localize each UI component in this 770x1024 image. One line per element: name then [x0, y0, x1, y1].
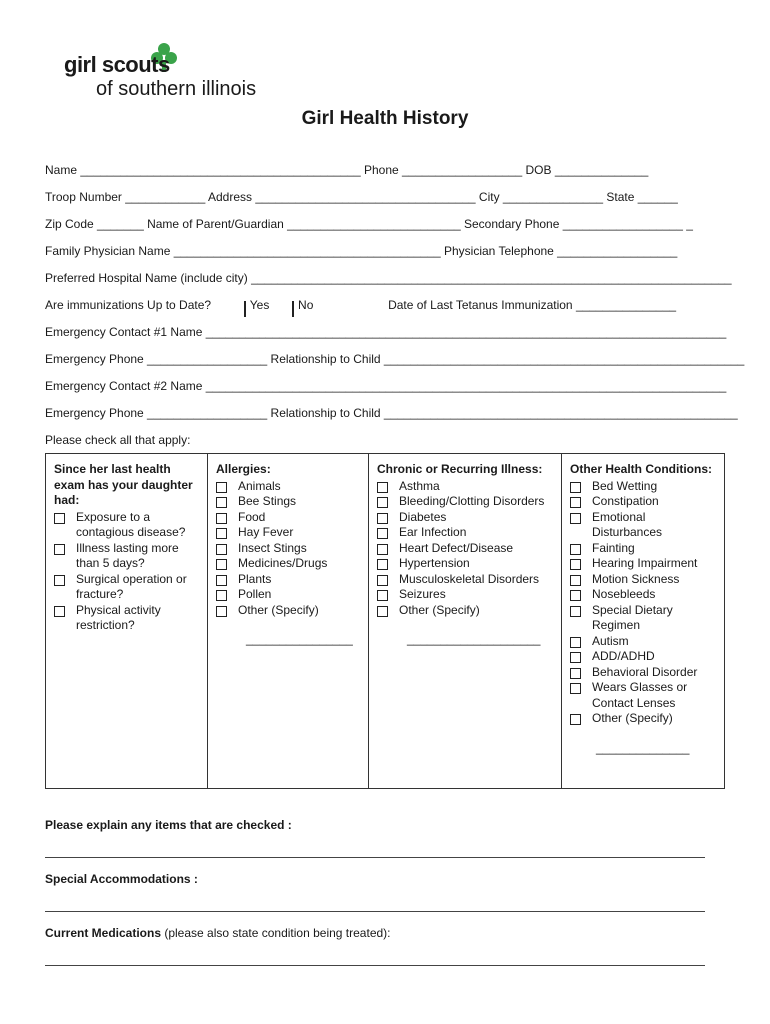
checkbox-item[interactable]: Pollen	[216, 587, 362, 603]
no-label: No	[298, 298, 314, 312]
other-specify-field[interactable]: ________________	[246, 632, 353, 646]
checkbox-item[interactable]: Nosebleeds	[570, 587, 718, 603]
logo-line2: of southern illinois	[96, 78, 257, 100]
checkbox-item[interactable]: Plants	[216, 572, 362, 588]
checkbox-item[interactable]: Musculoskeletal Disorders	[377, 572, 555, 588]
explain-label: Please explain any items that are checked :	[45, 818, 292, 832]
checkbox-item[interactable]: Bee Stings	[216, 494, 362, 510]
immunization-row	[45, 298, 676, 316]
checkbox-item[interactable]: Hay Fever	[216, 525, 362, 541]
checkbox-item[interactable]: Asthma	[377, 479, 555, 495]
checkbox-item[interactable]: Heart Defect/Disease	[377, 541, 555, 557]
checkbox-item[interactable]: Ear Infection	[377, 525, 555, 541]
page-title: Girl Health History	[301, 108, 469, 129]
yes-checkbox[interactable]	[244, 301, 246, 317]
emergency-phone-2-row[interactable]: Emergency Phone __________________ Relationship to Child _____________________________________________________	[45, 406, 738, 420]
col-head: Allergies:	[216, 462, 271, 476]
checkbox-item[interactable]: Seizures	[377, 587, 555, 603]
name-row[interactable]: Name __________________________________________ Phone __________________ DOB ______________	[45, 163, 649, 177]
checkbox-item[interactable]: ADD/ADHD	[570, 649, 718, 665]
other-specify-field[interactable]: ____________________	[407, 632, 541, 646]
checkbox-item[interactable]: Surgical operation or fracture?	[54, 572, 201, 603]
physician-row[interactable]: Family Physician Name ________________________________________ Physician Telephone __________________	[45, 244, 678, 258]
checkbox-item[interactable]: Animals	[216, 479, 362, 495]
checkbox-item[interactable]: Autism	[570, 634, 718, 650]
checkbox-item[interactable]: Diabetes	[377, 510, 555, 526]
checkbox-item[interactable]: Other (Specify)	[377, 603, 555, 619]
checkbox-item[interactable]: Medicines/Drugs	[216, 556, 362, 572]
medications-label: Current Medications (please also state condition being treated):	[45, 926, 391, 940]
checkbox-item[interactable]: Emotional Disturbances	[570, 510, 718, 541]
immunization-question: Are immunizations Up to Date?	[45, 298, 212, 312]
accommodations-label: Special Accommodations :	[45, 872, 198, 886]
emergency-phone-1-row[interactable]: Emergency Phone __________________ Relationship to Child ______________________________________________________	[45, 352, 745, 366]
checkbox-item[interactable]: Behavioral Disorder	[570, 665, 718, 681]
check-instructions: Please check all that apply:	[45, 433, 191, 447]
checkbox-item[interactable]: Motion Sickness	[570, 572, 718, 588]
checkbox-item[interactable]: Bed Wetting	[570, 479, 718, 495]
troop-row[interactable]: Troop Number ____________ Address _________________________________ City _______________ State ______	[45, 190, 678, 204]
checkbox-item[interactable]: Hearing Impairment	[570, 556, 718, 572]
checkbox-item[interactable]: Fainting	[570, 541, 718, 557]
other-specify-field[interactable]: ______________	[596, 740, 690, 755]
checkbox-item[interactable]: Bleeding/Clotting Disorders	[377, 494, 555, 510]
checkbox-item[interactable]: Exposure to a contagious disease?	[54, 510, 201, 541]
logo-line1: girl scouts	[64, 52, 170, 77]
checkbox-item[interactable]: Physical activity restriction?	[54, 603, 201, 634]
checkbox-item[interactable]: Insect Stings	[216, 541, 362, 557]
medications-line[interactable]	[45, 965, 705, 966]
hospital-row[interactable]: Preferred Hospital Name (include city) ________________________________________________________________________	[45, 271, 732, 285]
accommodations-line[interactable]	[45, 911, 705, 912]
col-allergies	[208, 454, 369, 788]
no-checkbox[interactable]	[292, 301, 294, 317]
checkbox-item[interactable]: Special Dietary Regimen	[570, 603, 718, 634]
checkbox-item[interactable]: Hypertension	[377, 556, 555, 572]
col-head: Chronic or Recurring Illness:	[377, 462, 543, 476]
checkbox-item[interactable]: Wears Glasses or Contact Lenses	[570, 680, 718, 711]
zip-row[interactable]: Zip Code _______ Name of Parent/Guardian __________________________ Secondary Phone __________________ _	[45, 217, 693, 231]
checkbox-item[interactable]: Other (Specify)	[216, 603, 362, 619]
checkbox-item[interactable]: Other (Specify)	[570, 711, 718, 727]
checkbox-item[interactable]: Constipation	[570, 494, 718, 510]
tetanus-field[interactable]: Date of Last Tetanus Immunization _______________	[388, 298, 677, 312]
yes-label: Yes	[249, 298, 270, 312]
col-health-exam	[46, 454, 208, 788]
conditions-grid	[45, 453, 725, 789]
col-head: Other Health Conditions:	[570, 462, 712, 476]
emergency-contact-1-row[interactable]: Emergency Contact #1 Name ______________________________________________________________________________	[45, 325, 727, 339]
col-head: Since her last health exam has your daughter had:	[54, 462, 193, 507]
explain-line[interactable]	[45, 857, 705, 858]
checkbox-item[interactable]: Food	[216, 510, 362, 526]
col-chronic	[369, 454, 562, 788]
emergency-contact-2-row[interactable]: Emergency Contact #2 Name ______________________________________________________________________________	[45, 379, 727, 393]
logo	[64, 42, 264, 102]
col-other-conditions	[562, 454, 724, 788]
checkbox-item[interactable]: Illness lasting more than 5 days?	[54, 541, 201, 572]
